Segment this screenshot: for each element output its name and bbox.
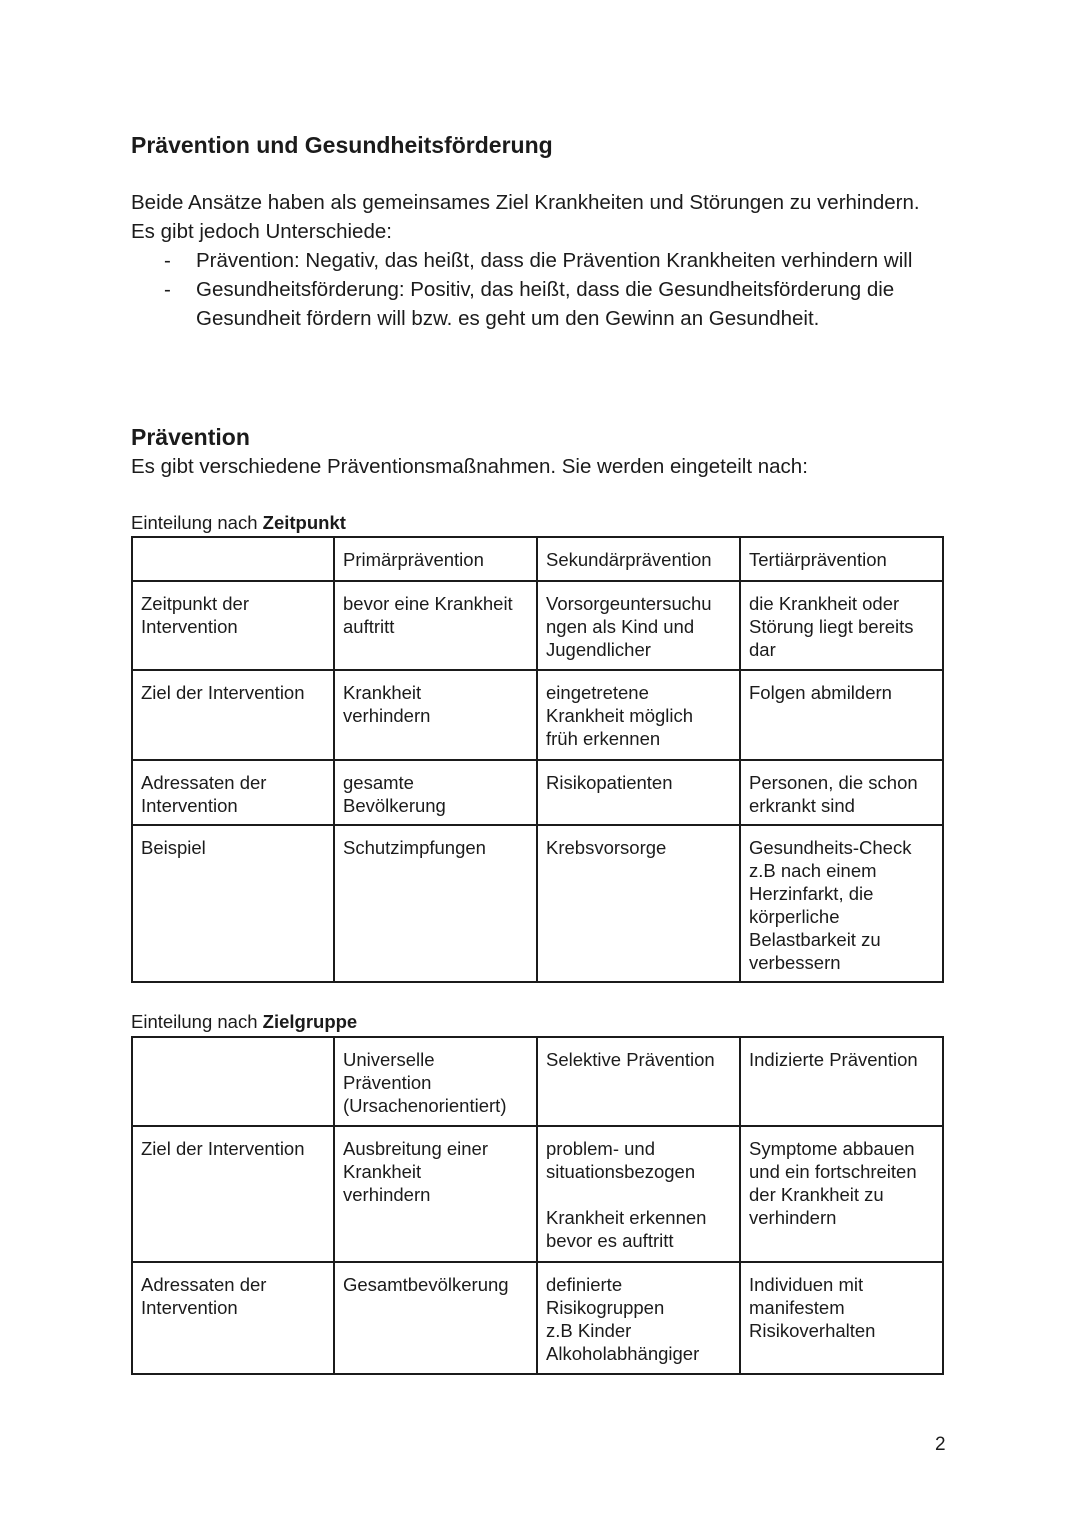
table-header-cell: Selektive Prävention [537,1037,740,1126]
table-header-cell: Primärprävention [334,537,537,581]
intro-line-2: Es gibt jedoch Unterschiede: [131,220,392,243]
table-cell: Adressaten der Intervention [132,1262,334,1374]
section-heading-prevention: Prävention [131,424,250,450]
table-row [132,1126,943,1262]
table-cell: gesamte Bevölkerung [334,760,537,825]
table-cell: Ziel der Intervention [132,1126,334,1262]
table-cell: Krebsvorsorge [537,825,740,982]
table-zielgruppe [131,1036,944,1375]
table-zeitpunkt [131,536,944,983]
table-cell: eingetretene Krankheit möglich früh erkennen [537,670,740,760]
table-cell: Symptome abbauen und ein fortschreiten der Krankheit zu verhindern [740,1126,943,1262]
table2-caption [131,1011,357,1033]
table-cell: Folgen abmildern [740,670,943,760]
table-cell: Schutzimpfungen [334,825,537,982]
table-header-cell: Sekundärprävention [537,537,740,581]
intro-section [131,188,961,333]
table-cell: Vorsorgeuntersuchu ngen als Kind und Jugendlicher [537,581,740,670]
bullet-dash: - [164,249,171,272]
caption-prefix: Einteilung nach [131,1011,263,1032]
table-cell: Ausbreitung einer Krankheit verhindern [334,1126,537,1262]
table-cell: Ziel der Intervention [132,670,334,760]
table-cell: Beispiel [132,825,334,982]
intro-line-1: Beide Ansätze haben als gemeinsames Ziel Krankheiten und Störungen zu verhindern. [131,191,920,214]
page-title: Prävention und Gesundheitsförderung [131,132,553,158]
page-number: 2 [935,1434,946,1455]
bullet-dash: - [164,278,171,301]
table-row [132,581,943,670]
table-row [132,670,943,760]
caption-prefix: Einteilung nach [131,512,263,533]
table-row [132,760,943,825]
table-cell: Risikopatienten [537,760,740,825]
table-header-cell [132,1037,334,1126]
table-cell: Krankheit verhindern [334,670,537,760]
table-header-cell: Universelle Prävention (Ursachenorientiert) [334,1037,537,1126]
table1-caption [131,512,346,534]
list-item-text: Prävention: Negativ, das heißt, dass die Prävention Krankheiten verhindern will [196,249,913,272]
table-header-cell: Tertiärprävention [740,537,943,581]
table-header-row [132,1037,943,1126]
table-cell: Gesundheits-Check z.B nach einem Herzinfarkt, die körperliche Belastbarkeit zu verbessern [740,825,943,982]
table-row [132,825,943,982]
table-cell: Individuen mit manifestem Risikoverhalten [740,1262,943,1374]
table-header-cell: Indizierte Prävention [740,1037,943,1126]
table-row [132,1262,943,1374]
table-cell: definierte Risikogruppen z.B Kinder Alkoholabhängiger [537,1262,740,1374]
caption-bold: Zielgruppe [262,1011,358,1032]
caption-bold: Zeitpunkt [262,512,346,533]
table-header-cell [132,537,334,581]
prevention-intro-text: Es gibt verschiedene Präventionsmaßnahmen. Sie werden eingeteilt nach: [131,455,808,478]
list-item [131,246,961,275]
table-header-row [132,537,943,581]
list-item-text: Gesundheitsförderung: Positiv, das heißt, dass die Gesundheitsförderung die Gesundheit fördern will bzw. es geht um den Gewinn an Gesundheit. [196,278,895,330]
table-cell: problem- und situationsbezogen Krankheit erkennen bevor es auftritt [537,1126,740,1262]
difference-list [131,246,961,333]
list-item [131,275,961,333]
table-cell: bevor eine Krankheit auftritt [334,581,537,670]
table-cell: Gesamtbevölkerung [334,1262,537,1374]
table-cell: Personen, die schon erkrankt sind [740,760,943,825]
table-cell: Zeitpunkt der Intervention [132,581,334,670]
table-cell: die Krankheit oder Störung liegt bereits dar [740,581,943,670]
table-cell: Adressaten der Intervention [132,760,334,825]
